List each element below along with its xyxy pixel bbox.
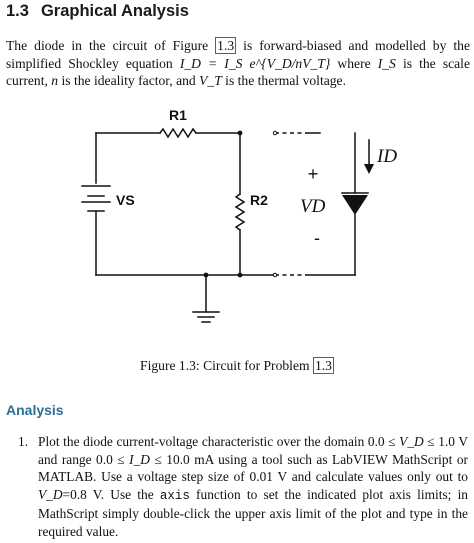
vt-symbol: V_T — [199, 73, 222, 88]
id-label: ID — [377, 146, 398, 167]
intro-text: where — [330, 55, 378, 71]
terminal-node — [273, 131, 276, 134]
resistor-r2 — [236, 194, 244, 230]
section-title: Graphical Analysis — [40, 2, 189, 20]
intro-text: is the thermal voltage. — [221, 73, 346, 88]
item-text-part: ≤ 10.0 mA using a tool such as LabVIEW MathScript or MATLAB. Use a voltage step size of 0.01 V and calculate values only out to — [38, 451, 468, 484]
item-text-part: function to set the indicated plot axis limits; in MathScript simply double-click the upper axis limit of the plot and type in the required value. — [38, 486, 468, 539]
item-text-part: ≤ 1.0 V and range 0.0 ≤ — [38, 434, 469, 467]
item-text — [38, 433, 468, 540]
terminal-node — [273, 273, 276, 276]
vs-label: VS — [116, 192, 135, 208]
intro-text: is forward-biased and modelled by the simplified Shockley equation — [6, 38, 470, 71]
caption-text: Figure 1.3: Circuit for Problem — [140, 358, 313, 373]
r2-label: R2 — [250, 192, 268, 208]
junction-node — [238, 273, 243, 278]
item-number: 1. — [18, 434, 29, 449]
figure-ref-link[interactable]: 1.3 — [217, 38, 235, 53]
vd-symbol: V_D — [399, 434, 424, 449]
r1-label: R1 — [169, 107, 187, 123]
junction-node — [238, 131, 243, 136]
wire-top-right — [196, 133, 240, 194]
is-symbol: I_S — [377, 55, 396, 71]
junction-node — [204, 273, 209, 278]
axis-code: axis — [159, 488, 190, 503]
intro-text: is the scale current, — [6, 55, 470, 88]
vd-symbol: V_D — [38, 486, 63, 502]
item-text-part: =0.8 V. Use the — [62, 486, 160, 502]
figure-caption — [0, 358, 474, 374]
section-number: 1.3 — [6, 2, 29, 20]
n-symbol: n — [51, 73, 59, 88]
intro-text: is the ideality factor, and — [58, 73, 200, 88]
intro-text: The diode in the circuit of Figure — [6, 38, 216, 53]
item-text-part: Plot the diode current-voltage characteristic over the domain 0.0 ≤ — [38, 434, 400, 449]
shockley-equation: I_D = I_S e^{V_D/nV_T} — [179, 55, 331, 71]
id-symbol: I_D — [129, 451, 150, 467]
vd-plus-sign: + — [307, 164, 319, 184]
list-item — [18, 433, 468, 540]
problem-ref-link[interactable]: 1.3 — [314, 358, 332, 373]
analysis-heading: Analysis — [6, 402, 64, 418]
vd-label: VD — [300, 196, 326, 217]
resistor-r1 — [160, 129, 196, 137]
vd-minus-sign: - — [314, 228, 320, 248]
current-arrow-head — [364, 164, 374, 174]
diode-triangle — [342, 195, 368, 215]
